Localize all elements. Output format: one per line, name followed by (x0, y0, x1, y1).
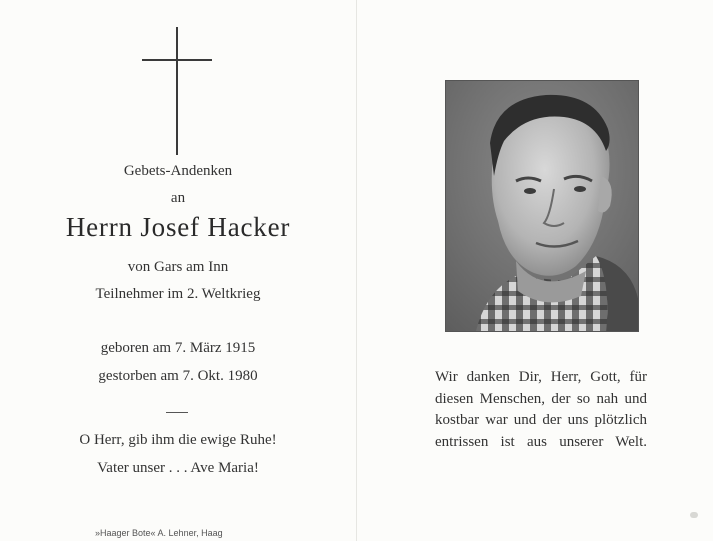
deceased-name: Herrn Josef Hacker (65, 212, 291, 242)
verse-line-1: Wir danken Dir, Herr, Gott, für (435, 369, 647, 385)
preposition-text: an (170, 190, 186, 206)
heading-text: Gebets-Andenken (123, 163, 233, 179)
birth-date: geboren am 7. März 1915 (100, 340, 256, 356)
verse-line-4: entrissen ist aus unserer Welt. (435, 433, 647, 450)
cross-horizontal-bar (142, 59, 212, 61)
prayer-line-2: Vater unser . . . Ave Maria! (97, 460, 259, 476)
portrait-image (446, 81, 639, 332)
paper-smudge (690, 512, 698, 518)
printer-imprint: »Haager Bote« A. Lehner, Haag (95, 528, 223, 538)
note-text: Teilnehmer im 2. Weltkrieg (95, 286, 261, 302)
death-date: gestorben am 7. Okt. 1980 (98, 368, 258, 384)
prayer-verse (435, 367, 647, 453)
cross-vertical-bar (176, 27, 178, 155)
origin-text: von Gars am Inn (127, 259, 229, 275)
divider-dash (166, 412, 188, 413)
left-panel (0, 0, 356, 541)
cross-icon (142, 27, 212, 155)
prayer-line-1: O Herr, gib ihm die ewige Ruhe! (79, 432, 277, 448)
verse-line-3: kostbar war und der uns plötzlich (435, 412, 647, 428)
right-panel (357, 0, 713, 541)
verse-line-2: diesen Menschen, der so nah und (435, 390, 647, 407)
portrait-photo (445, 80, 639, 332)
